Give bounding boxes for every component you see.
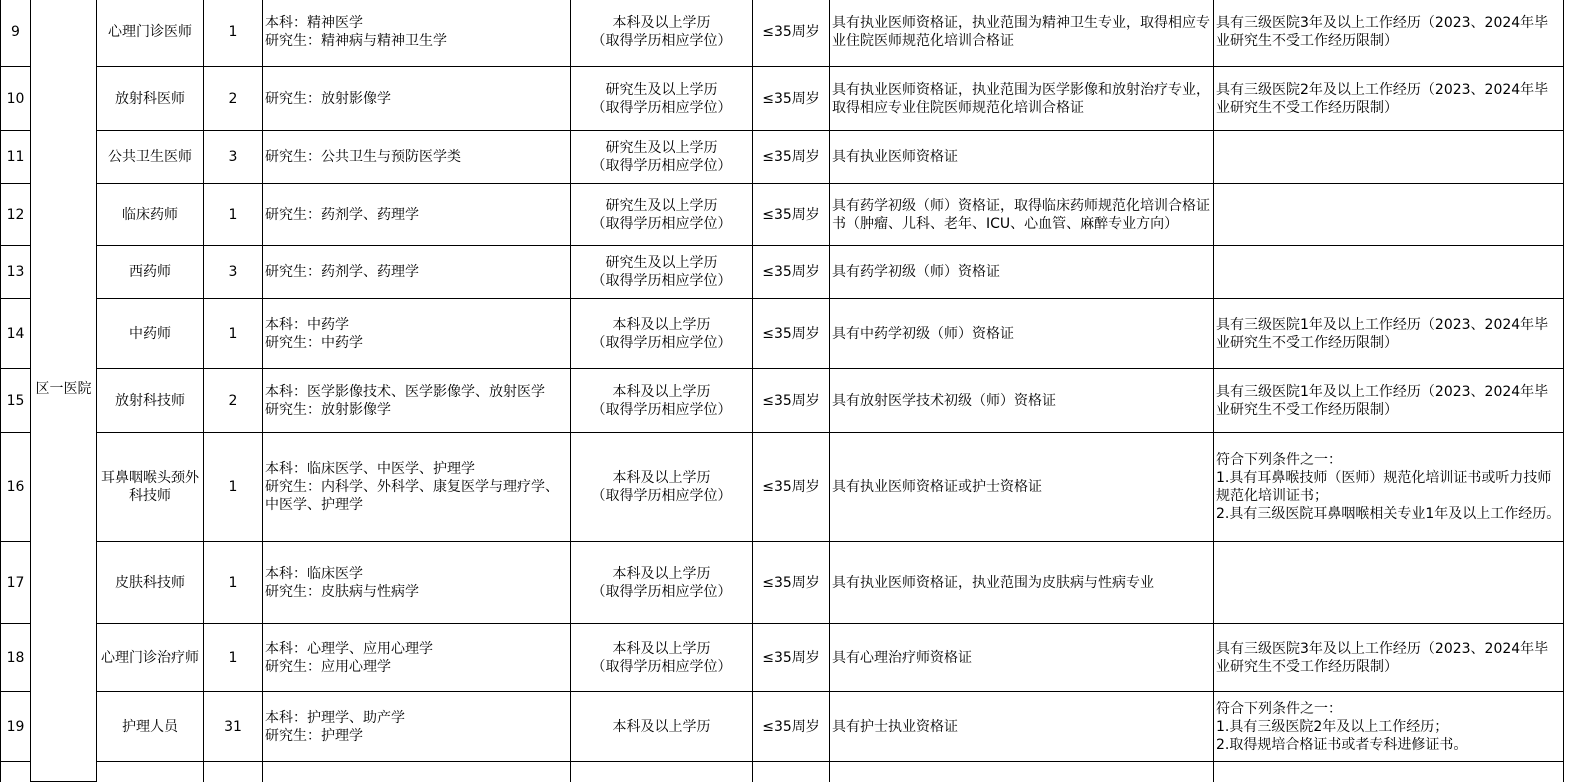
education-requirement: 本科及以上学历 （取得学历相应学位） [571,624,753,692]
row-number: 15 [1,369,31,433]
headcount: 2 [204,369,263,433]
post-name: 心理门诊治疗师 [97,624,204,692]
education-requirement: 本科及以上学历 （取得学历相应学位） [571,299,753,369]
major-requirement: 本科：医学影像技术、医学影像学、放射医学 研究生：放射影像学 [263,369,571,433]
row-number [1,762,31,782]
qualification-requirement: 具有执业医师资格证 [830,131,1214,184]
qualification-requirement [830,762,1214,782]
qualification-requirement: 具有执业医师资格证，执业范围为皮肤病与性病专业 [830,542,1214,624]
row-number: 14 [1,299,31,369]
major-requirement [263,762,571,782]
age-requirement: ≤35周岁 [753,433,830,542]
qualification-requirement: 具有心理治疗师资格证 [830,624,1214,692]
table-row [1,542,1564,624]
education-requirement: 研究生及以上学历 （取得学历相应学位） [571,184,753,246]
other-requirement [1214,131,1564,184]
headcount: 3 [204,131,263,184]
qualification-requirement: 具有中药学初级（师）资格证 [830,299,1214,369]
row-number: 16 [1,433,31,542]
qualification-requirement: 具有药学初级（师）资格证，取得临床药师规范化培训合格证书（肿瘤、儿科、老年、ICU、心血管、麻醉专业方向） [830,184,1214,246]
post-name: 心理门诊医师 [97,0,204,67]
post-name: 临床药师 [97,184,204,246]
age-requirement: ≤35周岁 [753,692,830,762]
qualification-requirement: 具有药学初级（师）资格证 [830,246,1214,299]
education-requirement: 本科及以上学历 （取得学历相应学位） [571,542,753,624]
post-name: 公共卫生医师 [97,131,204,184]
table-row [1,369,1564,433]
age-requirement: ≤35周岁 [753,542,830,624]
age-requirement: ≤35周岁 [753,246,830,299]
major-requirement: 研究生：放射影像学 [263,67,571,131]
other-requirement: 符合下列条件之一： 1.具有三级医院2年及以上工作经历； 2.取得规培合格证书或者专科进修证书。 [1214,692,1564,762]
qualification-requirement: 具有执业医师资格证，执业范围为医学影像和放射治疗专业，取得相应专业住院医师规范化培训合格证 [830,67,1214,131]
headcount: 1 [204,542,263,624]
row-number: 18 [1,624,31,692]
row-number: 12 [1,184,31,246]
headcount: 1 [204,299,263,369]
post-name: 皮肤科技师 [97,542,204,624]
row-number: 17 [1,542,31,624]
major-requirement: 本科：临床医学 研究生：皮肤病与性病学 [263,542,571,624]
age-requirement: ≤35周岁 [753,184,830,246]
post-name [97,762,204,782]
age-requirement: ≤35周岁 [753,369,830,433]
post-name: 西药师 [97,246,204,299]
headcount: 31 [204,692,263,762]
education-requirement: 研究生及以上学历 （取得学历相应学位） [571,246,753,299]
table-row [1,624,1564,692]
table-row [1,433,1564,542]
other-requirement [1214,762,1564,782]
post-name: 耳鼻咽喉头颈外科技师 [97,433,204,542]
major-requirement: 本科：精神医学 研究生：精神病与精神卫生学 [263,0,571,67]
age-requirement: ≤35周岁 [753,131,830,184]
education-requirement: 本科及以上学历 （取得学历相应学位） [571,369,753,433]
other-requirement: 符合下列条件之一： 1.具有耳鼻喉技师（医师）规范化培训证书或听力技师规范化培训证书； 2.具有三级医院耳鼻咽喉相关专业1年及以上工作经历。 [1214,433,1564,542]
headcount: 1 [204,0,263,67]
headcount: 1 [204,184,263,246]
other-requirement [1214,184,1564,246]
table-row [1,0,1564,67]
row-number: 13 [1,246,31,299]
other-requirement: 具有三级医院3年及以上工作经历（2023、2024年毕业研究生不受工作经历限制） [1214,624,1564,692]
age-requirement: ≤35周岁 [753,624,830,692]
qualification-requirement: 具有执业医师资格证，执业范围为精神卫生专业，取得相应专业住院医师规范化培训合格证 [830,0,1214,67]
major-requirement: 研究生：药剂学、药理学 [263,184,571,246]
headcount: 3 [204,246,263,299]
qualification-requirement: 具有放射医学技术初级（师）资格证 [830,369,1214,433]
education-requirement [571,762,753,782]
major-requirement: 本科：中药学 研究生：中药学 [263,299,571,369]
headcount: 1 [204,433,263,542]
education-requirement: 本科及以上学历 （取得学历相应学位） [571,0,753,67]
table-row [1,299,1564,369]
headcount: 2 [204,67,263,131]
table-row [1,692,1564,762]
other-requirement [1214,542,1564,624]
unit-name: 区一医院 [31,0,97,782]
other-requirement: 具有三级医院2年及以上工作经历（2023、2024年毕业研究生不受工作经历限制） [1214,67,1564,131]
major-requirement: 研究生：公共卫生与预防医学类 [263,131,571,184]
row-number: 19 [1,692,31,762]
table-row [1,246,1564,299]
post-name: 中药师 [97,299,204,369]
other-requirement: 具有三级医院3年及以上工作经历（2023、2024年毕业研究生不受工作经历限制） [1214,0,1564,67]
other-requirement [1214,246,1564,299]
post-name: 放射科医师 [97,67,204,131]
major-requirement: 本科：心理学、应用心理学 研究生：应用心理学 [263,624,571,692]
table-row [1,184,1564,246]
major-requirement: 本科：临床医学、中医学、护理学 研究生：内科学、外科学、康复医学与理疗学、中医学、护理学 [263,433,571,542]
age-requirement: ≤35周岁 [753,67,830,131]
qualification-requirement: 具有执业医师资格证或护士资格证 [830,433,1214,542]
other-requirement: 具有三级医院1年及以上工作经历（2023、2024年毕业研究生不受工作经历限制） [1214,299,1564,369]
post-name: 护理人员 [97,692,204,762]
row-number: 11 [1,131,31,184]
education-requirement: 本科及以上学历 [571,692,753,762]
row-number: 9 [1,0,31,67]
education-requirement: 研究生及以上学历 （取得学历相应学位） [571,67,753,131]
post-name: 放射科技师 [97,369,204,433]
age-requirement: ≤35周岁 [753,299,830,369]
other-requirement: 具有三级医院1年及以上工作经历（2023、2024年毕业研究生不受工作经历限制） [1214,369,1564,433]
table-row [1,67,1564,131]
row-number: 10 [1,67,31,131]
headcount [204,762,263,782]
table-row [1,762,1564,782]
education-requirement: 本科及以上学历 （取得学历相应学位） [571,433,753,542]
education-requirement: 研究生及以上学历 （取得学历相应学位） [571,131,753,184]
major-requirement: 研究生：药剂学、药理学 [263,246,571,299]
age-requirement: ≤35周岁 [753,0,830,67]
qualification-requirement: 具有护士执业资格证 [830,692,1214,762]
age-requirement [753,762,830,782]
major-requirement: 本科：护理学、助产学 研究生：护理学 [263,692,571,762]
table-row [1,131,1564,184]
headcount: 1 [204,624,263,692]
